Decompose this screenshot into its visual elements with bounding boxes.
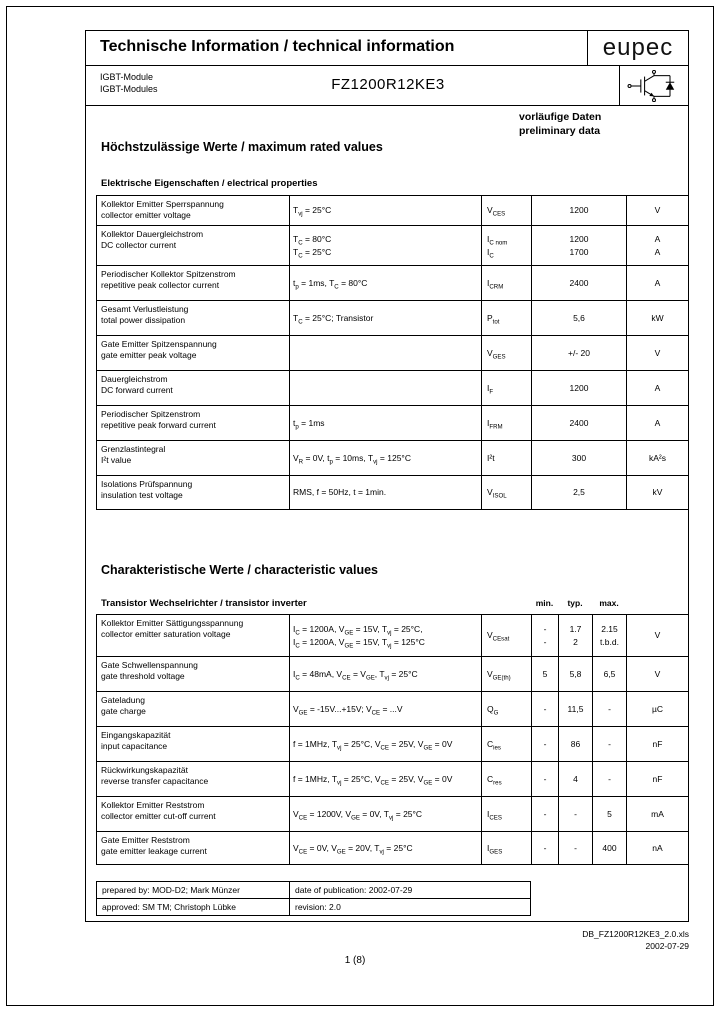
cell-symbol [482, 476, 532, 509]
preliminary-note [519, 111, 601, 138]
cell-symbol [482, 832, 532, 864]
value: 1200 [569, 234, 589, 245]
cell-parameter [97, 476, 290, 509]
cell-unit [627, 692, 688, 726]
table-row [97, 266, 688, 301]
parameter-en: DC forward current [101, 385, 173, 396]
value: 2400 [569, 277, 589, 288]
unit: A [654, 382, 661, 393]
approval-table [96, 881, 531, 916]
unit: V [654, 630, 661, 641]
table-row [97, 692, 688, 727]
cell-value [532, 406, 627, 440]
unit: nF [652, 738, 663, 749]
cell-conditions [290, 797, 482, 831]
cell-value [532, 441, 627, 475]
symbol: $I_{C nom}$ [487, 234, 508, 247]
symbol: $V_{CEsat}$ [487, 630, 510, 644]
parameter-de: Kollektor Emitter Sättigungsspannung [101, 618, 244, 628]
parameter-en: repetitive peak forward current [101, 420, 216, 431]
table-row [97, 476, 688, 509]
module-type-de: IGBT-Module [100, 72, 154, 82]
brand-logo-box [587, 31, 688, 65]
cell-unit [627, 336, 688, 370]
cell-min [532, 797, 559, 831]
cell-unit [627, 371, 688, 405]
column-header-min: min. [535, 598, 554, 608]
condition-line: $I_C = 48mA$, $V_{CE} = V_{GE}$, $T_{vj} = 25^\circ C$ [293, 668, 418, 682]
cell-typ [559, 615, 593, 656]
document-title: Technische Information / technical information [100, 38, 455, 55]
max-value: t.b.d. [600, 636, 619, 647]
condition-line: $T_{vj} = 25^\circ C$ [293, 205, 332, 219]
parameter-en: gate emitter peak voltage [101, 350, 197, 361]
module-type-en: IGBT-Modules [100, 84, 158, 95]
cell-conditions [290, 476, 482, 509]
unit: nF [652, 773, 663, 784]
cell-max [593, 615, 627, 656]
typ-value: 5,8 [569, 668, 582, 679]
cell-conditions [290, 301, 482, 335]
typ-value: 11,5 [567, 703, 584, 714]
condition-line: $t_p = 1ms$, $T_C = 80^\circ C$ [293, 277, 368, 291]
parameter-en: insulation test voltage [101, 490, 183, 501]
min-value: - [543, 624, 547, 635]
cell-value [532, 301, 627, 335]
cell-unit [627, 476, 688, 509]
cell-parameter [97, 832, 290, 864]
parameter-de: Dauergleichstrom [101, 374, 168, 384]
symbol: $I_{CES}$ [487, 808, 502, 822]
min-value: - [543, 703, 547, 714]
cell-parameter [97, 692, 290, 726]
cell-parameter [97, 615, 290, 656]
table-row [97, 196, 688, 226]
cell-conditions [290, 406, 482, 440]
cell-parameter [97, 797, 290, 831]
cell-symbol [482, 657, 532, 691]
parameter-de: Gateladung [101, 695, 145, 705]
cell-typ [559, 797, 593, 831]
parameter-de: Gate Emitter Reststrom [101, 835, 190, 845]
table-row [97, 371, 688, 406]
publication-date: date of publication: 2002-07-29 [295, 885, 413, 895]
parameter-de: Kollektor Dauergleichstrom [101, 229, 204, 239]
cell-min [532, 727, 559, 761]
cell-conditions [290, 692, 482, 726]
value: 2400 [569, 417, 589, 428]
cell-max [593, 797, 627, 831]
table-row [97, 657, 688, 692]
parameter-de: Periodischer Kollektor Spitzenstrom [101, 269, 236, 279]
table-row [97, 301, 688, 336]
cell-symbol [482, 406, 532, 440]
circuit-symbol-box [619, 66, 688, 105]
cell-unit [627, 266, 688, 300]
max-value: 6,5 [603, 668, 616, 679]
approved-by: approved: SM TM; Christoph Lübke [97, 899, 290, 915]
value: 1700 [569, 246, 589, 257]
cell-max [593, 762, 627, 796]
cell-min [532, 615, 559, 656]
table-row [97, 882, 530, 899]
parameter-en: collector emitter saturation voltage [101, 629, 231, 640]
cell-symbol [482, 196, 532, 225]
parameter-en: gate emitter leakage current [101, 846, 207, 857]
typ-value: - [574, 842, 577, 853]
section1-heading: Höchstzulässige Werte / maximum rated values [101, 140, 383, 154]
cell-parameter [97, 226, 290, 265]
cell-conditions [290, 196, 482, 225]
cell-parameter [97, 406, 290, 440]
parameter-de: Kollektor Emitter Reststrom [101, 800, 205, 810]
preliminary-de: vorläufige Daten [519, 111, 602, 123]
parameter-de: Gate Emitter Spitzenspannung [101, 339, 217, 349]
cell-symbol [482, 226, 532, 265]
value: 2,5 [573, 487, 585, 498]
symbol: $V_{ISOL}$ [487, 487, 507, 501]
max-value: - [608, 703, 611, 714]
symbol: $I_F$ [487, 382, 494, 396]
content-frame [85, 30, 689, 922]
unit: kV [652, 487, 663, 498]
characteristic-values-table [96, 614, 689, 865]
table-row [97, 832, 688, 864]
cell-parameter [97, 657, 290, 691]
parameter-en: collector emitter voltage [101, 210, 191, 221]
table-row [97, 441, 688, 476]
header-module-row [86, 66, 688, 106]
cell-conditions [290, 657, 482, 691]
cell-unit [627, 196, 688, 225]
min-value: - [543, 808, 547, 819]
value: 300 [571, 452, 587, 463]
cell-typ [559, 692, 593, 726]
condition-line: $I_C = 1200A$, $V_{GE} = 15V$, $T_{vj} = 25^\circ C$, [293, 624, 423, 637]
cell-min [532, 762, 559, 796]
condition-line: RMS, f = 50Hz, t = 1min. [293, 487, 387, 498]
condition-line: $V_{CE} = 1200V$, $V_{GE} = 0V$, $T_{vj} = 25^\circ C$ [293, 808, 423, 822]
cell-conditions [290, 762, 482, 796]
unit: A [654, 417, 661, 428]
parameter-en: I²t value [101, 455, 132, 466]
unit: V [654, 205, 661, 216]
cell-symbol [482, 301, 532, 335]
unit: kW [651, 312, 664, 323]
value: 1200 [569, 382, 589, 393]
symbol: $V_{GES}$ [487, 347, 506, 361]
cell-symbol [482, 797, 532, 831]
cell-symbol [482, 336, 532, 370]
cell-value [532, 476, 627, 509]
table-row [97, 406, 688, 441]
value: 5,6 [573, 312, 585, 323]
min-value: 5 [542, 668, 548, 679]
cell-conditions [290, 727, 482, 761]
cell-conditions [290, 226, 482, 265]
table-row [97, 226, 688, 266]
cell-conditions [290, 266, 482, 300]
min-value: - [543, 636, 547, 647]
cell-min [532, 692, 559, 726]
unit: kA²s [649, 452, 666, 463]
cell-value [532, 196, 627, 225]
cell-unit [627, 226, 688, 265]
cell-unit [627, 797, 688, 831]
cell-value [532, 371, 627, 405]
min-value: - [543, 773, 547, 784]
cell-typ [559, 657, 593, 691]
cell-parameter [97, 266, 290, 300]
parameter-de: Gesamt Verlustleistung [101, 304, 189, 314]
symbol: $C_{ies}$ [487, 738, 501, 752]
value: 1200 [569, 205, 589, 216]
parameter-en: total power dissipation [101, 315, 186, 326]
condition-line: $t_p = 1ms$ [293, 417, 325, 431]
cell-symbol [482, 441, 532, 475]
cell-unit [627, 727, 688, 761]
max-value: - [608, 773, 611, 784]
prepared-by: prepared by: MOD-D2; Mark Münzer [97, 882, 290, 898]
cell-parameter [97, 727, 290, 761]
condition-line: $V_{CE} = 0V$, $V_{GE} = 20V$, $T_{vj} = 25^\circ C$ [293, 842, 413, 856]
condition-line: f = 1MHz, $T_{vj} = 25^\circ C$, $V_{CE} = 25V$, $V_{GE} = 0V$ [293, 738, 453, 752]
table-row [97, 727, 688, 762]
symbol: $V_{GE(th)}$ [487, 668, 511, 682]
min-value: - [543, 738, 547, 749]
unit: mA [651, 808, 664, 819]
column-header-max: max. [599, 598, 619, 608]
section1-subheading: Elektrische Eigenschaften / electrical properties [101, 178, 318, 189]
symbol: $I_{FRM}$ [487, 417, 503, 431]
cell-typ [559, 832, 593, 864]
cell-value [532, 226, 627, 265]
parameter-de: Gate Schwellenspannung [101, 660, 198, 670]
unit: A [654, 246, 661, 257]
condition-line: $T_C = 25^\circ C$; Transistor [293, 312, 374, 326]
cell-symbol [482, 266, 532, 300]
parameter-en: repetitive peak collector current [101, 280, 220, 291]
cell-symbol [482, 762, 532, 796]
parameter-en: collector emitter cut-off current [101, 811, 216, 822]
table-row [97, 797, 688, 832]
parameter-en: reverse transfer capacitance [101, 776, 209, 787]
cell-conditions [290, 336, 482, 370]
table-row [97, 336, 688, 371]
table-row [97, 762, 688, 797]
cell-max [593, 727, 627, 761]
max-value: 5 [607, 808, 612, 819]
cell-conditions [290, 441, 482, 475]
cell-max [593, 657, 627, 691]
parameter-en: gate threshold voltage [101, 671, 185, 682]
table-row [97, 899, 530, 915]
cell-conditions [290, 371, 482, 405]
symbol: $I_C$ [487, 246, 494, 260]
max-value: 400 [602, 842, 617, 853]
cell-conditions [290, 832, 482, 864]
condition-line: $V_R = 0V$, $t_p = 10ms$, $T_{vj} = 125^\circ C$ [293, 452, 411, 466]
eupec-logo: eupec [602, 34, 674, 61]
cell-parameter [97, 336, 290, 370]
condition-line: $I_C = 1200A$, $V_{GE} = 15V$, $T_{vj} = 125^\circ C$ [293, 636, 425, 650]
typ-value: - [574, 808, 577, 819]
table-row [97, 615, 688, 657]
cell-unit [627, 657, 688, 691]
condition-line: $V_{GE} = -15V...+15V$; $V_{CE} = ...V$ [293, 703, 403, 717]
condition-line: f = 1MHz, $T_{vj} = 25^\circ C$, $V_{CE} = 25V$, $V_{GE} = 0V$ [293, 773, 453, 787]
cell-parameter [97, 441, 290, 475]
max-value: - [608, 738, 611, 749]
cell-unit [627, 615, 688, 656]
parameter-de: Grenzlastintegral [101, 444, 166, 454]
max-rated-values-table [96, 195, 689, 510]
cell-parameter [97, 196, 290, 225]
cell-unit [627, 441, 688, 475]
parameter-en: gate charge [101, 706, 146, 717]
cell-typ [559, 727, 593, 761]
igbt-symbol-icon [625, 70, 683, 102]
header-title-row [86, 31, 688, 66]
unit: nA [652, 842, 663, 853]
cell-parameter [97, 301, 290, 335]
cell-unit [627, 406, 688, 440]
document-reference [400, 929, 689, 953]
unit: µC [651, 703, 664, 714]
parameter-de: Kollektor Emitter Sperrspannung [101, 199, 224, 209]
cell-value [532, 266, 627, 300]
unit: A [654, 277, 661, 288]
cell-symbol [482, 615, 532, 656]
unit: V [654, 668, 661, 679]
section2-heading: Charakteristische Werte / characteristic values [101, 563, 378, 577]
typ-value: 4 [573, 773, 578, 784]
parameter-de: Rückwirkungskapazität [101, 765, 188, 775]
preliminary-en: preliminary data [519, 124, 601, 137]
condition-line: $T_C = 80^\circ C$ [293, 234, 332, 247]
parameter-de: Isolations Prüfspannung [101, 479, 193, 489]
min-value: - [543, 842, 547, 853]
symbol: $V_{CES}$ [487, 205, 506, 219]
typ-value: 1.7 [569, 624, 582, 635]
max-value: 2.15 [601, 624, 618, 635]
file-name: DB_FZ1200R12KE3_2.0.xls [582, 929, 689, 939]
symbol: $P_{tot}$ [487, 312, 500, 326]
cell-symbol [482, 692, 532, 726]
parameter-en: input capacitance [101, 741, 168, 752]
parameter-de: Eingangskapazität [101, 730, 171, 740]
cell-parameter [97, 762, 290, 796]
page-number: 1 (8) [344, 955, 366, 966]
condition-line: $T_C = 25^\circ C$ [293, 246, 332, 260]
symbol: $C_{res}$ [487, 773, 502, 787]
cell-min [532, 832, 559, 864]
cell-max [593, 692, 627, 726]
typ-value: 86 [570, 738, 581, 749]
symbol: $Q_G$ [487, 703, 499, 717]
value: +/- 20 [568, 347, 590, 358]
cell-unit [627, 762, 688, 796]
cell-symbol [482, 371, 532, 405]
cell-parameter [97, 371, 290, 405]
cell-symbol [482, 727, 532, 761]
revision: revision: 2.0 [295, 902, 341, 912]
cell-value [532, 336, 627, 370]
parameter-en: DC collector current [101, 240, 177, 251]
cell-min [532, 657, 559, 691]
symbol: $I_{GES}$ [487, 842, 503, 856]
unit: A [654, 234, 661, 245]
typ-value: 2 [573, 636, 578, 647]
cell-unit [627, 301, 688, 335]
unit: V [654, 347, 661, 358]
symbol: $I_{CRM}$ [487, 277, 504, 291]
cell-typ [559, 762, 593, 796]
section2-subheading: Transistor Wechselrichter / transistor inverter [101, 598, 307, 609]
doc-date: 2002-07-29 [645, 940, 689, 951]
part-number: FZ1200R12KE3 [331, 76, 445, 93]
cell-conditions [290, 615, 482, 656]
symbol: I²t [487, 452, 495, 463]
cell-max [593, 832, 627, 864]
cell-unit [627, 832, 688, 864]
parameter-de: Periodischer Spitzenstrom [101, 409, 201, 419]
column-header-typ: typ. [567, 598, 583, 608]
